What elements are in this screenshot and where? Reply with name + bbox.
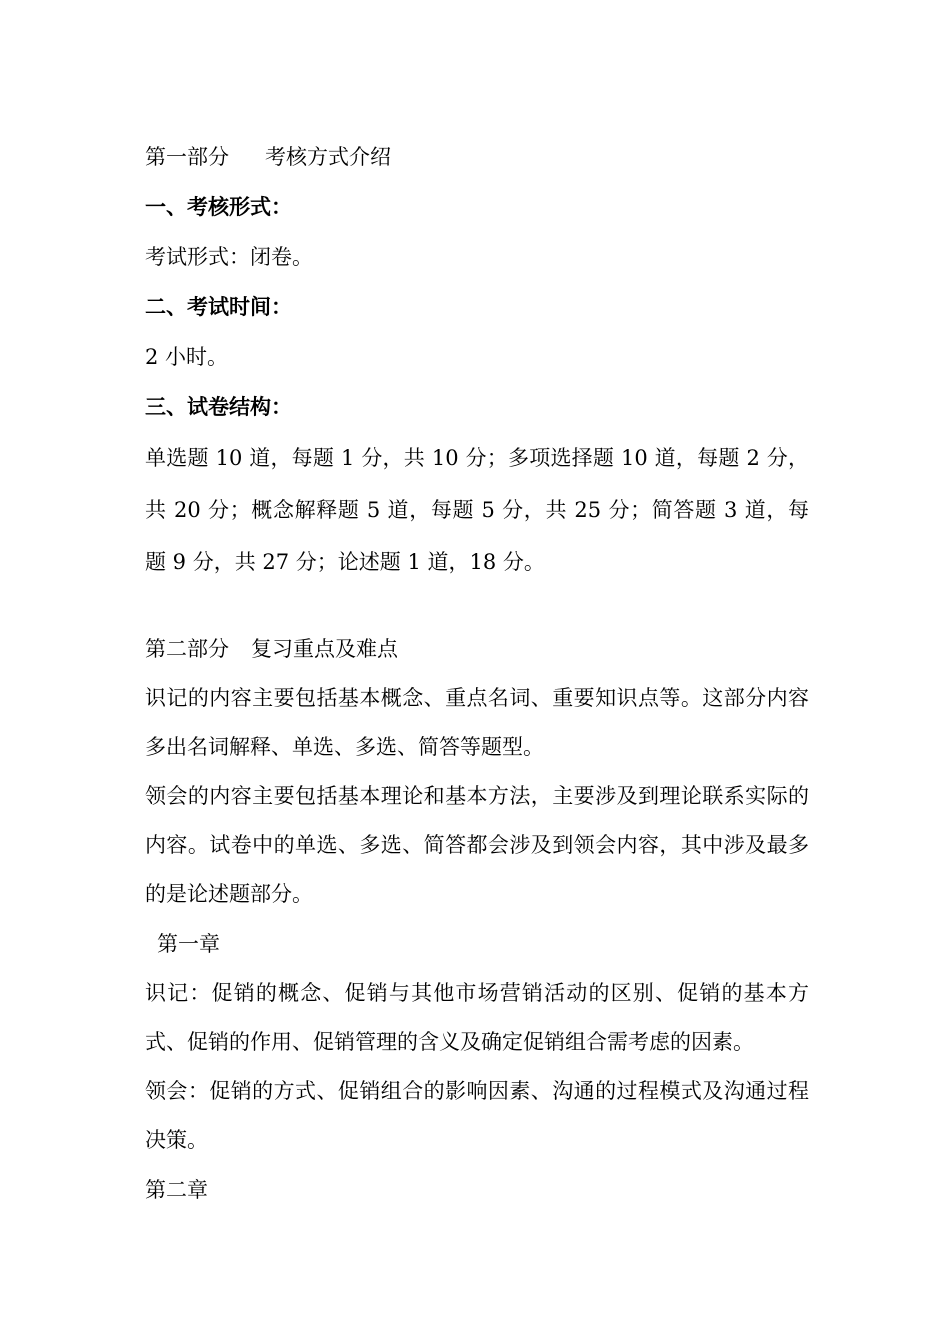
document-page <box>145 132 815 1215</box>
exam-form-heading: 一、考核形式： <box>145 194 292 219</box>
chapter1-comprehend: 领会：促销的方式、促销组合的影响因素、沟通的过程模式及沟通过程决策。 <box>145 1079 809 1152</box>
paper-structure-text: 单选题 10 道，每题 1 分，共 10 分；多项选择题 10 道，每题 2 分，共 20 分；概念解释题 5 道，每题 5 分，共 25 分；简答题 3 道，每题 9 分，共 27 分；论述题 1 道，18 分。 <box>145 446 809 574</box>
chapter1-memorize: 识记：促销的概念、促销与其他市场营销活动的区别、促销的基本方式、促销的作用、促销管理的含义及确定促销组合需考虑的因素。 <box>145 981 809 1054</box>
part1-heading-label: 第一部分 <box>145 145 229 169</box>
exam-time-text: 2 小时。 <box>145 345 229 369</box>
part2-heading-title: 复习重点及难点 <box>251 637 398 661</box>
exam-time-heading: 二、考试时间： <box>145 294 292 319</box>
chapter2-title: 第二章 <box>145 1178 208 1202</box>
paper-structure-heading: 三、试卷结构： <box>145 394 292 419</box>
part2-heading-label: 第二部分 <box>145 637 229 661</box>
part2-heading <box>145 624 815 674</box>
comprehend-description: 领会的内容主要包括基本理论和基本方法，主要涉及到理论联系实际的内容。试卷中的单选、多选、简答都会涉及到领会内容，其中涉及最多的是论述题部分。 <box>145 784 809 906</box>
exam-form-text: 考试形式：闭卷。 <box>145 245 313 269</box>
chapter1-title: 第一章 <box>157 932 220 956</box>
part1-heading-title: 考核方式介绍 <box>265 145 391 169</box>
part1-heading <box>145 132 815 182</box>
memorize-description: 识记的内容主要包括基本概念、重点名词、重要知识点等。这部分内容多出名词解释、单选、多选、简答等题型。 <box>145 686 809 759</box>
